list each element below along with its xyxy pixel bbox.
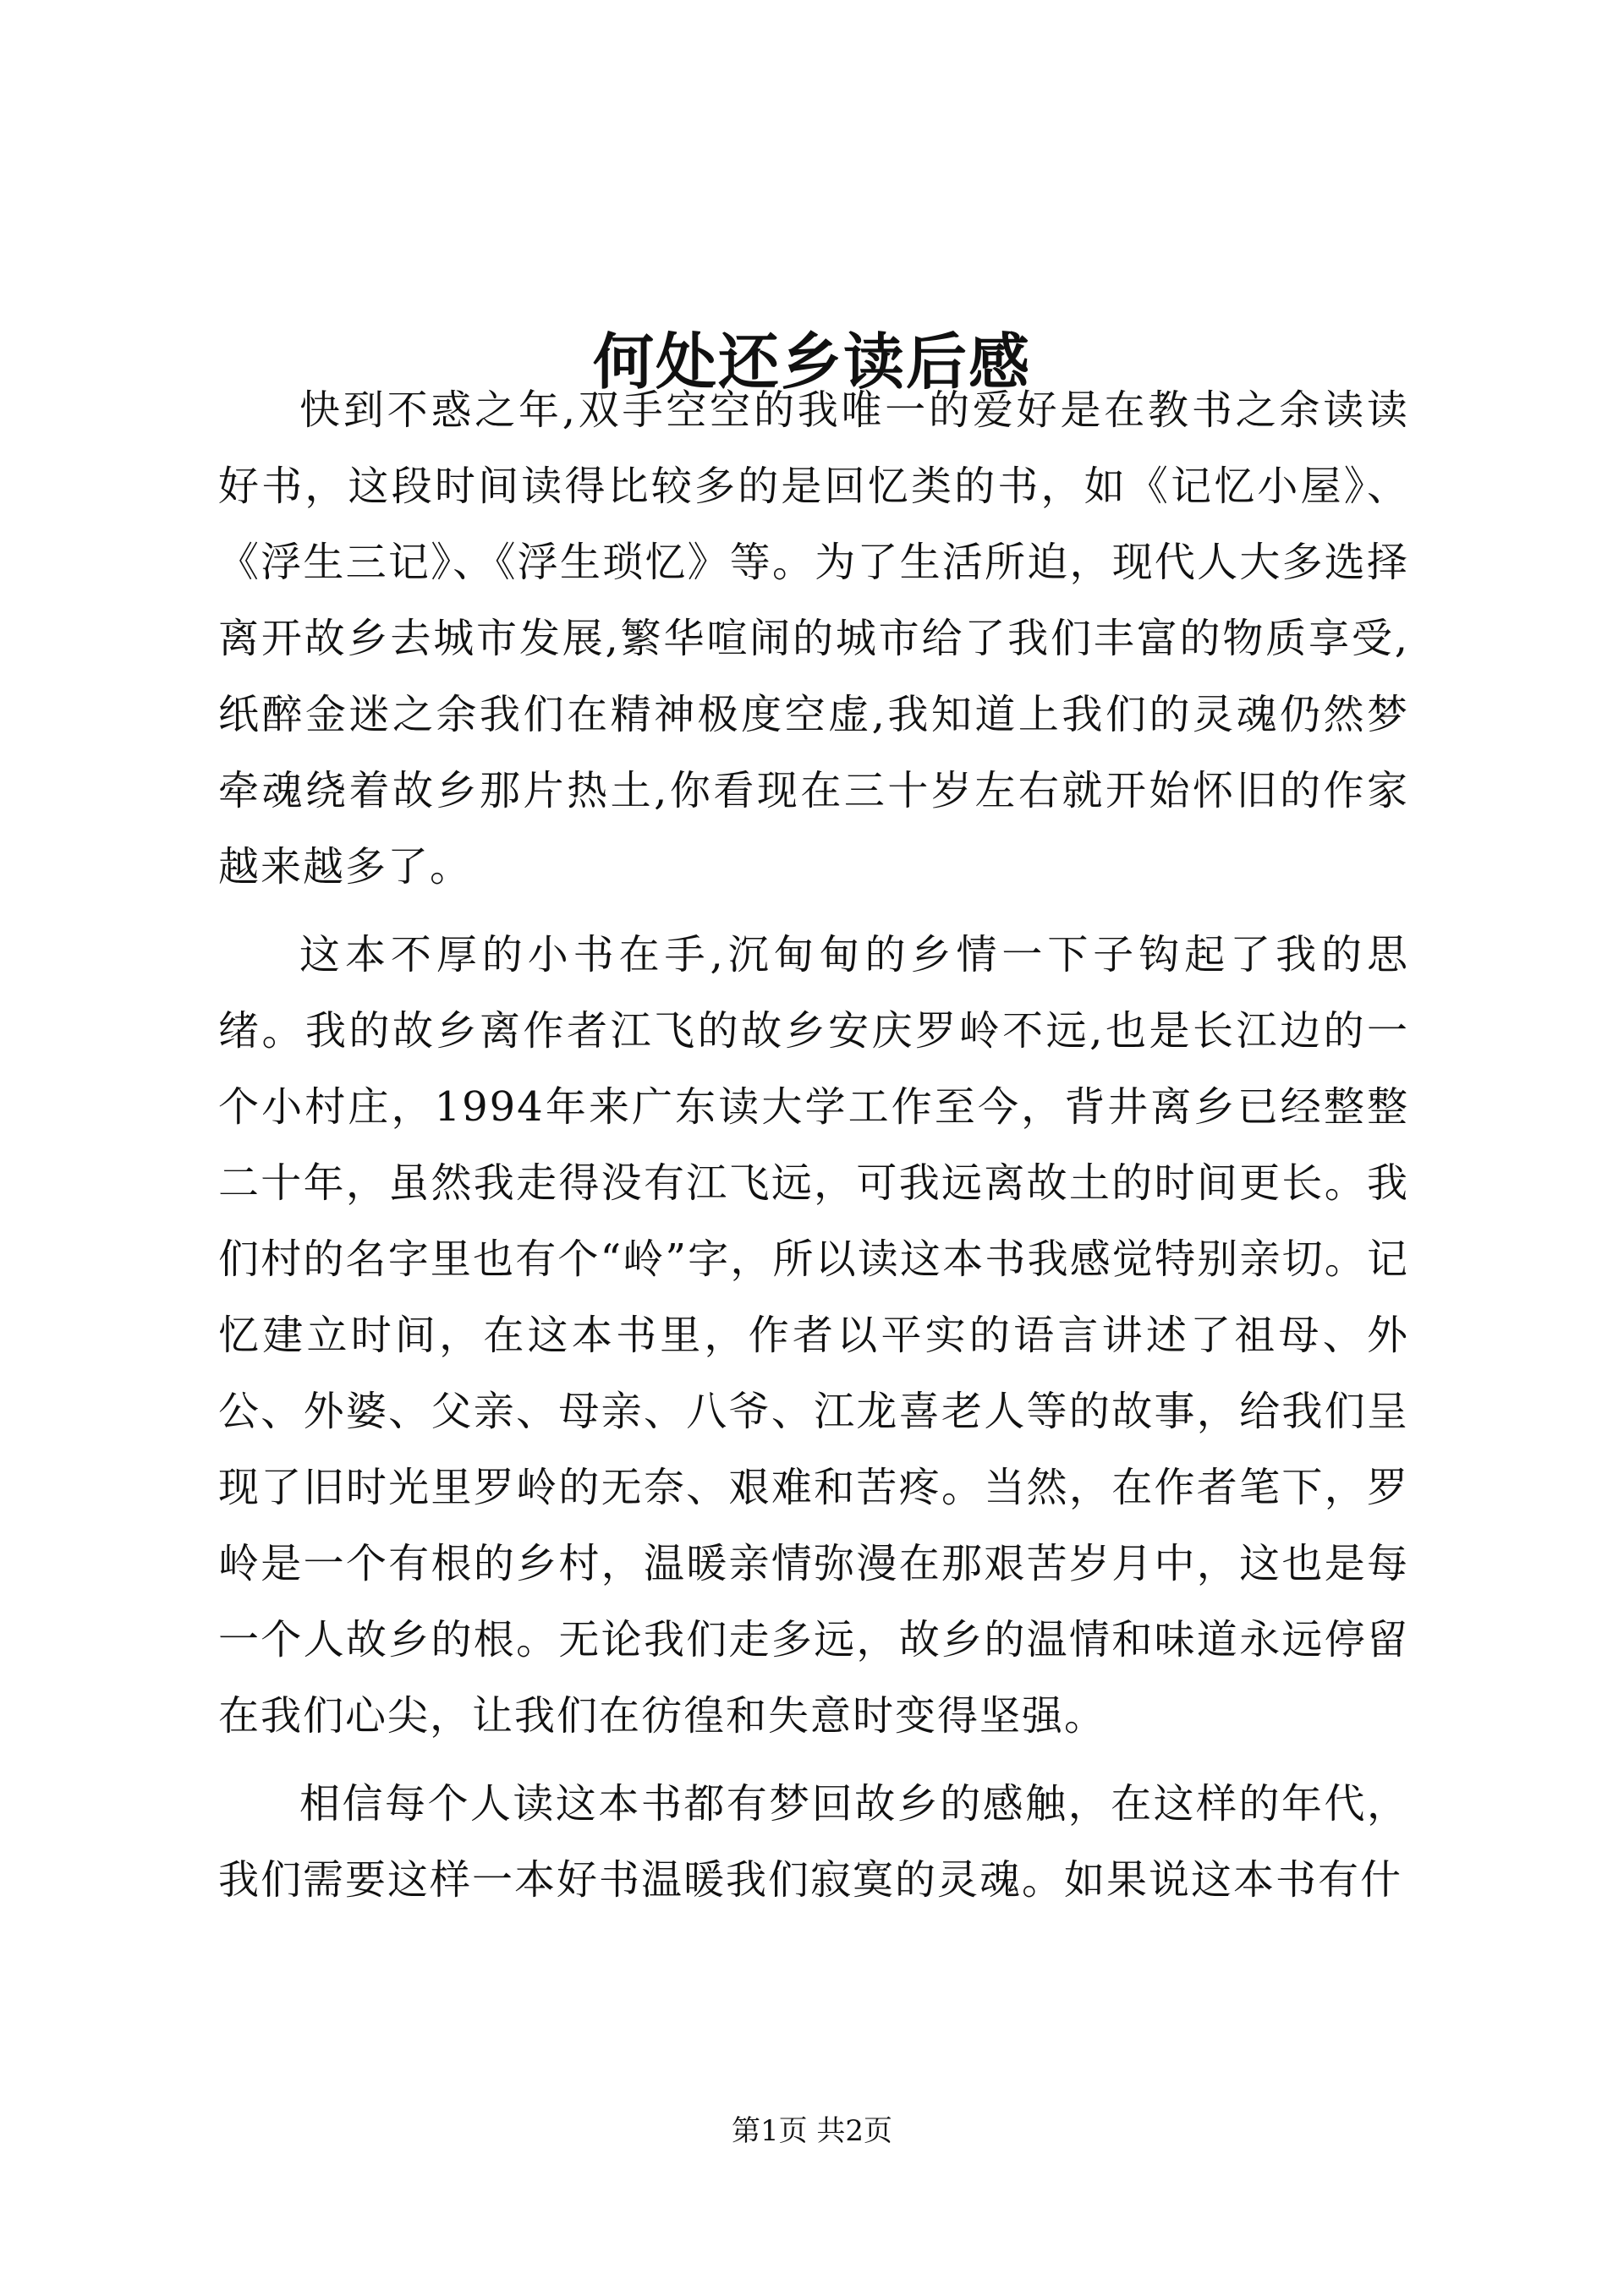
page-footer: 第1页 共2页 [731,2114,893,2148]
paragraph-1: 快到不惑之年,双手空空的我唯一的爱好是在教书之余读读好书，这段时间读得比较多的是回忆类的书，如《记忆小屋》、《浮生三记》、《浮生琐忆》等。为了生活所迫，现代人大多选择离开故乡去城市发展,繁华喧闹的城市给了我们丰富的物质享受,纸醉金迷之余我们在精神极度空虚,我知道上我们的灵魂仍然梦牵魂绕着故乡那片热土,你看现在三十岁左右就开始怀旧的作家越来越多了。 [218,386,1409,890]
document-body [218,372,1409,1918]
paragraph-3: 相信每个人读这本书都有梦回故乡的感触，在这样的年代，我们需要这样一本好书温暖我们寂寞的灵魂。如果说这本书有什 [218,1780,1409,1904]
document-title: 何处还乡读后感 [592,326,1031,398]
paragraph-2: 这本不厚的小书在手,沉甸甸的乡情一下子钩起了我的思绪。我的故乡离作者江飞的故乡安庆罗岭不远,也是长江边的一个小村庄，1994年来广东读大学工作至今，背井离乡已经整整二十年，虽然我走得没有江飞远，可我远离故土的时间更长。我们村的名字里也有个“岭”字，所以读这本书我感觉特别亲切。记忆建立时间，在这本书里，作者以平实的语言讲述了祖母、外公、外婆、父亲、母亲、八爷、江龙喜老人等的故事，给我们呈现了旧时光里罗岭的无奈、艰难和苦疼。当然，在作者笔下，罗岭是一个有根的乡村，温暖亲情弥漫在那艰苦岁月中，这也是每一个人故乡的根。无论我们走多远，故乡的温情和味道永远停留在我们心尖，让我们在彷徨和失意时变得坚强。 [218,931,1409,1740]
